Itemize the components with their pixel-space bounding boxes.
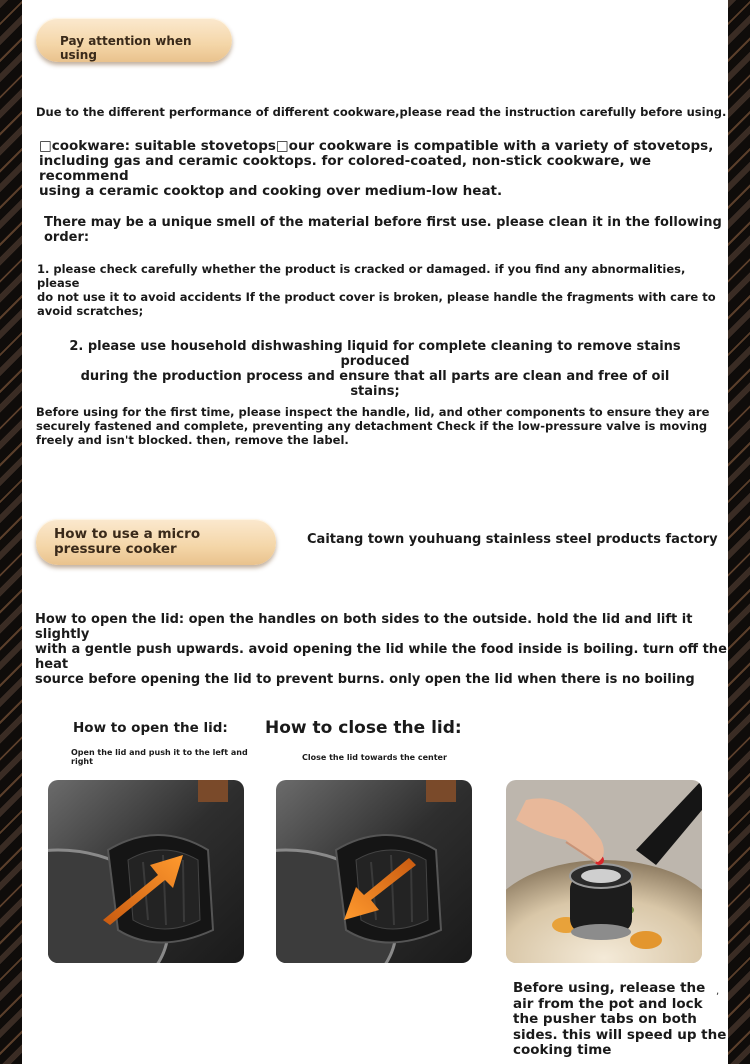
micro-pressure-badge: [36, 519, 276, 565]
right-border: [728, 0, 750, 1064]
open-lid-illustration: [48, 780, 244, 963]
inspect-line-2: securely fastened and complete, preventing any detachment Check if the low-pressure valve is moving: [36, 419, 708, 433]
release-line-4: sides. this will speed up the: [513, 1026, 727, 1043]
release-line-5: cooking time: [513, 1042, 612, 1059]
instruction-sheet: [22, 0, 728, 1064]
release-valve-photo: [506, 780, 702, 963]
inspect-line-3: freely and isn't blocked. then, remove the label.: [36, 433, 349, 447]
close-lid-title: How to close the lid:: [265, 718, 462, 738]
open-lid-line-1: How to open the lid: open the handles on both sides to the outside. hold the lid and lift it slightly: [35, 612, 693, 642]
step-1-line-2: do not use it to avoid accidents If the product cover is broken, please handle the fragments with care to: [37, 290, 716, 304]
intro-line: Due to the different performance of different cookware,please read the instruction carefully before using.: [36, 105, 727, 119]
open-lid-line-3: source before opening the lid to prevent burns. only open the lid when there is no boiling: [35, 672, 695, 687]
open-lid-title: How to open the lid:: [73, 720, 228, 736]
stovetop-paragraph: [39, 139, 728, 199]
step-1-line-3: avoid scratches;: [37, 304, 144, 318]
factory-name: Caitang town youhuang stainless steel products factory: [307, 532, 718, 547]
open-lid-paragraph: [35, 612, 728, 687]
open-lid-line-2: with a gentle push upwards. avoid opening the lid while the food inside is boiling. turn off the heat: [35, 642, 727, 672]
release-line-3: the pusher tabs on both: [513, 1011, 697, 1028]
step-2-line-1: 2. please use household dishwashing liquid for complete cleaning to remove stains produced: [69, 339, 681, 369]
open-lid-photo: [48, 780, 244, 963]
close-lid-caption: Close the lid towards the center: [302, 753, 447, 762]
inspect-paragraph: [36, 405, 709, 447]
release-valve-illustration: [506, 780, 702, 963]
pay-attention-badge: Pay attention when using: [36, 18, 232, 62]
left-border: [0, 0, 22, 1064]
release-air-paragraph: [513, 981, 726, 1059]
step-2-paragraph: [55, 339, 695, 399]
release-line-1: Before using, release the: [513, 980, 706, 996]
release-line-2: air from the pot and lock: [513, 995, 703, 1012]
open-caption-line-2: right: [71, 757, 93, 766]
stovetop-line-1: □cookware: suitable stovetops□our cookware is compatible with a variety of stovetops,: [39, 138, 714, 154]
step-2-line-2: during the production process and ensure that all parts are clean and free of oil stains;: [80, 369, 670, 399]
micro-pressure-line-2: pressure cooker: [54, 541, 177, 557]
stray-mark: ,: [716, 986, 720, 997]
close-lid-illustration: [276, 780, 472, 963]
micro-pressure-line-1: How to use a micro: [54, 526, 201, 542]
stovetop-line-2: including gas and ceramic cooktops. for colored-coated, non-stick cookware, we recommend: [39, 153, 651, 184]
open-caption-line-1: Open the lid and push it to the left and: [71, 748, 248, 757]
step-1-paragraph: [37, 262, 728, 318]
step-1-line-1: 1. please check carefully whether the product is cracked or damaged. if you find any abnormalities, please: [37, 262, 686, 290]
smell-line: There may be a unique smell of the material before first use. please clean it in the following order:: [44, 215, 722, 245]
open-lid-caption: [71, 748, 248, 766]
stovetop-line-3: using a ceramic cooktop and cooking over medium-low heat.: [39, 183, 503, 199]
close-lid-photo: [276, 780, 472, 963]
inspect-line-1: Before using for the first time, please inspect the handle, lid, and other components to ensure they are: [36, 405, 710, 419]
